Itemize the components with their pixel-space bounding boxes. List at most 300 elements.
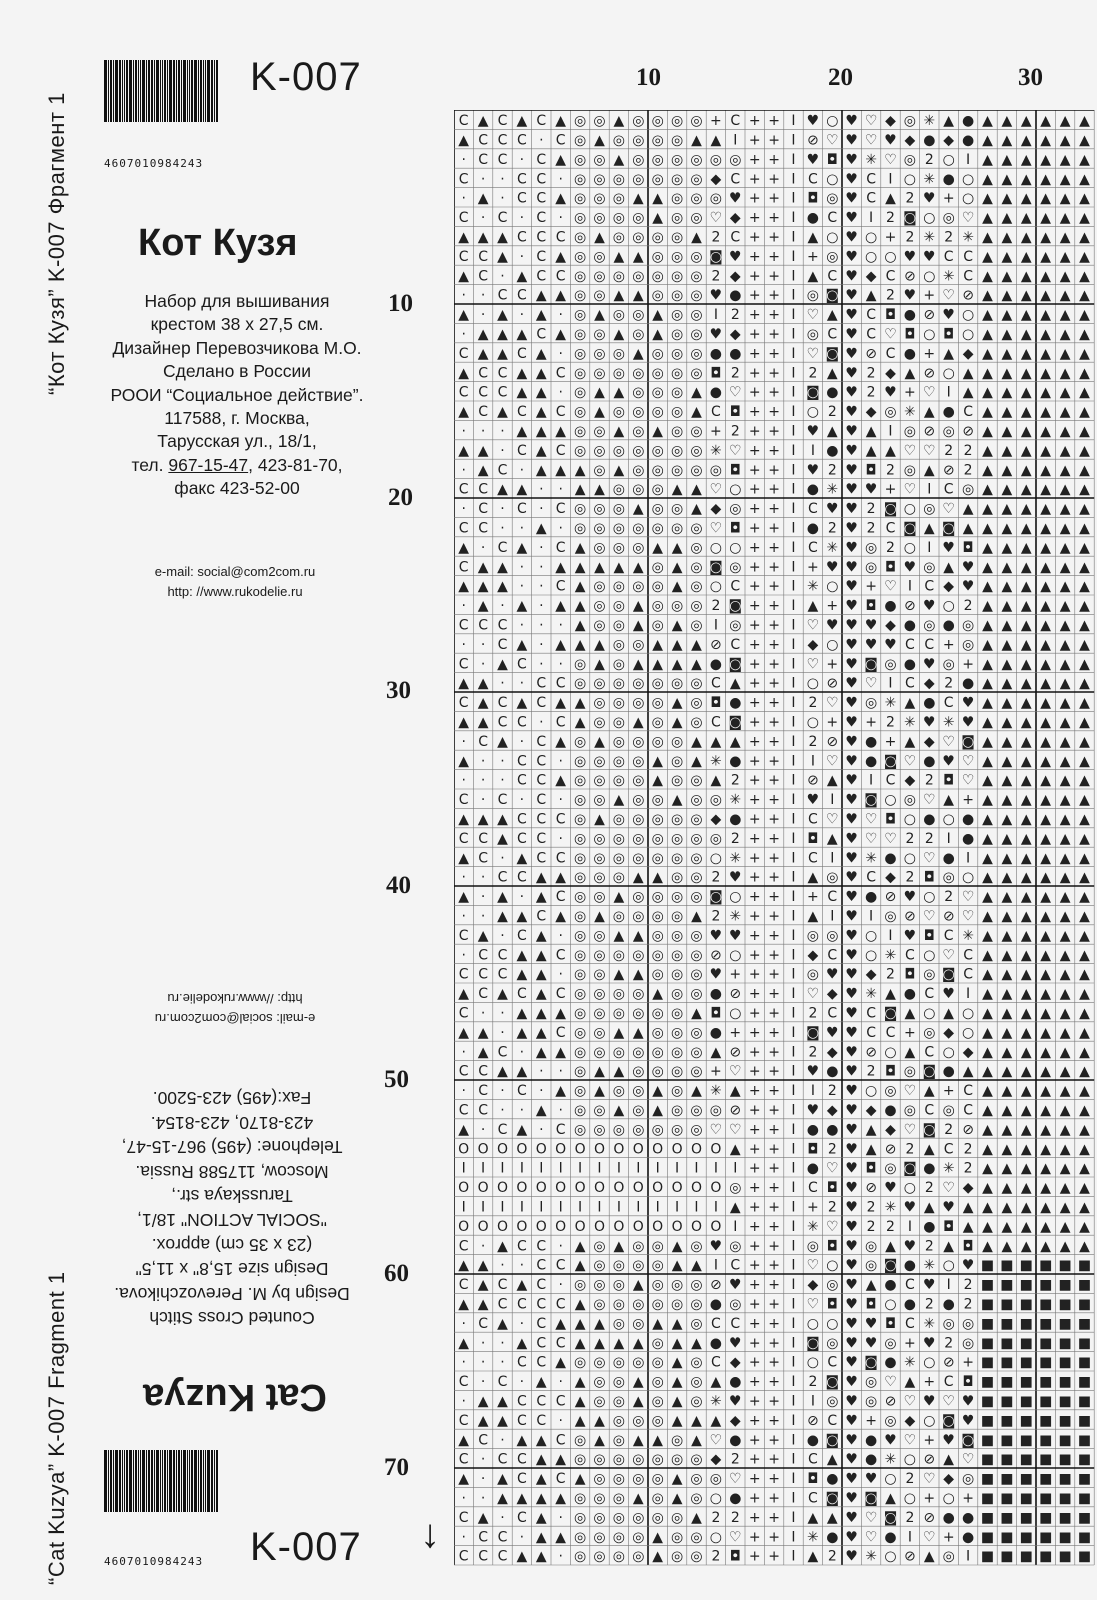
svg-text:·: · [500, 598, 505, 615]
svg-text:■: ■ [1058, 1451, 1072, 1468]
svg-text:I: I [733, 1218, 738, 1235]
svg-text:+: + [748, 714, 761, 731]
svg-text:O: O [710, 1218, 722, 1235]
svg-text:▲: ▲ [574, 559, 586, 576]
svg-text:▲: ▲ [982, 889, 993, 906]
svg-text:●: ● [864, 1432, 878, 1449]
svg-text:▲: ▲ [865, 423, 877, 440]
svg-text:♥: ♥ [845, 889, 858, 906]
svg-text:♥: ♥ [845, 520, 858, 537]
svg-text:▲: ▲ [632, 1374, 644, 1391]
svg-text:⊘: ⊘ [884, 889, 897, 906]
svg-text:♡: ♡ [942, 501, 955, 518]
svg-text:✳: ✳ [729, 850, 742, 867]
svg-text:2: 2 [963, 598, 973, 615]
svg-text:♥: ♥ [961, 1257, 975, 1274]
svg-text:+: + [768, 384, 780, 401]
svg-text:+: + [768, 559, 780, 576]
svg-text:♥: ♥ [845, 927, 858, 944]
svg-text:·: · [558, 307, 563, 324]
svg-text:+: + [768, 927, 780, 944]
svg-text:·: · [500, 1102, 505, 1119]
svg-text:◎: ◎ [632, 1354, 645, 1371]
svg-text:■: ■ [1039, 1296, 1053, 1313]
svg-text:○: ○ [961, 869, 975, 886]
svg-text:◎: ◎ [632, 229, 645, 246]
svg-text:▲: ▲ [962, 1199, 974, 1216]
svg-text:C: C [536, 792, 547, 809]
svg-text:▲: ▲ [1040, 113, 1052, 130]
svg-text:I: I [539, 1160, 544, 1177]
svg-text:▲: ▲ [1079, 986, 1090, 1003]
svg-text:◙: ◙ [922, 1121, 937, 1138]
svg-text:▲: ▲ [574, 1374, 586, 1391]
svg-text:▲: ▲ [497, 248, 508, 265]
svg-text:◎: ◎ [573, 307, 587, 324]
svg-text:C: C [555, 1024, 566, 1041]
svg-text:·: · [500, 1024, 505, 1041]
svg-text:◎: ◎ [612, 1432, 626, 1449]
svg-text:♥: ♥ [709, 966, 723, 983]
svg-text:O: O [555, 1218, 567, 1235]
svg-text:●: ● [961, 1529, 975, 1546]
svg-text:+: + [768, 190, 780, 207]
svg-text:◎: ◎ [690, 326, 703, 343]
svg-text:◎: ◎ [670, 345, 684, 362]
svg-text:◎: ◎ [670, 1083, 684, 1100]
svg-text:◘: ◘ [807, 830, 819, 847]
svg-text:·: · [519, 1044, 525, 1061]
svg-text:✳: ✳ [865, 986, 877, 1003]
svg-text:○: ○ [729, 889, 742, 906]
svg-text:◎: ◎ [593, 171, 606, 188]
svg-text:C: C [555, 986, 566, 1003]
svg-text:◎: ◎ [806, 326, 820, 343]
svg-text:+: + [768, 1374, 780, 1391]
svg-text:♥: ♥ [884, 1180, 897, 1197]
svg-text:▲: ▲ [458, 753, 470, 770]
svg-text:◎: ◎ [651, 481, 664, 498]
svg-text:●: ● [729, 753, 742, 770]
svg-text:◎: ◎ [612, 695, 626, 712]
svg-text:○: ○ [903, 501, 917, 518]
svg-text:▲: ▲ [652, 210, 664, 227]
svg-text:◎: ◎ [690, 423, 703, 440]
svg-text:I: I [791, 442, 796, 459]
svg-text:·: · [558, 792, 563, 809]
svg-text:C: C [497, 151, 508, 168]
svg-text:▲: ▲ [671, 714, 683, 731]
svg-text:▲: ▲ [497, 986, 508, 1003]
svg-text:▲: ▲ [1040, 1141, 1052, 1158]
svg-text:▲: ▲ [574, 617, 586, 634]
svg-text:·: · [539, 539, 544, 556]
svg-text:▲: ▲ [458, 850, 470, 867]
svg-text:▲: ▲ [497, 1412, 508, 1429]
svg-text:2: 2 [711, 1548, 721, 1565]
svg-text:▲: ▲ [477, 326, 489, 343]
svg-text:♥: ♥ [845, 1180, 858, 1197]
svg-text:◎: ◎ [573, 830, 587, 847]
svg-text:▲: ▲ [1020, 1083, 1032, 1100]
svg-text:◎: ◎ [573, 772, 587, 789]
svg-text:◎: ◎ [632, 1044, 645, 1061]
svg-text:◎: ◎ [690, 210, 703, 227]
svg-text:◆: ◆ [885, 1121, 896, 1138]
svg-text:I: I [791, 559, 796, 576]
svg-text:▲: ▲ [962, 501, 974, 518]
svg-text:◎: ◎ [651, 1354, 664, 1371]
svg-text:▲: ▲ [691, 481, 702, 498]
svg-text:◆: ◆ [943, 1024, 955, 1041]
svg-text:▲: ▲ [652, 326, 664, 343]
svg-text:+: + [768, 598, 780, 615]
svg-text:·: · [500, 520, 505, 537]
svg-text:I: I [791, 268, 796, 285]
svg-text:▲: ▲ [1040, 384, 1052, 401]
svg-text:C: C [924, 578, 935, 595]
svg-text:I: I [791, 927, 796, 944]
svg-text:▲: ▲ [865, 1121, 877, 1138]
svg-text:+: + [748, 1005, 761, 1022]
svg-text:⊘: ⊘ [923, 307, 936, 324]
svg-text:C: C [963, 404, 973, 421]
svg-text:▲: ▲ [1040, 248, 1052, 265]
svg-text:+: + [748, 113, 761, 130]
svg-text:I: I [791, 966, 796, 983]
svg-text:O: O [477, 1180, 489, 1197]
svg-text:◎: ◎ [670, 927, 684, 944]
svg-text:▲: ▲ [865, 1141, 877, 1158]
svg-text:◎: ◎ [612, 501, 626, 518]
svg-text:+: + [768, 287, 780, 304]
svg-text:+: + [768, 695, 780, 712]
svg-text:◎: ◎ [670, 113, 684, 130]
svg-text:♡: ♡ [806, 656, 820, 673]
svg-text:♡: ♡ [709, 1432, 723, 1449]
svg-text:▲: ▲ [671, 1374, 683, 1391]
svg-text:▲: ▲ [1001, 307, 1013, 324]
svg-text:■: ■ [1039, 1509, 1053, 1526]
svg-text:◎: ◎ [573, 753, 587, 770]
svg-text:♥: ♥ [806, 462, 820, 479]
svg-text:▲: ▲ [574, 1238, 586, 1255]
svg-text:◆: ◆ [885, 365, 896, 382]
svg-text:▲: ▲ [710, 132, 722, 149]
svg-text:◎: ◎ [961, 617, 975, 634]
svg-text:◘: ◘ [729, 462, 741, 479]
svg-text:●: ● [903, 1257, 917, 1274]
svg-text:●: ● [729, 811, 742, 828]
svg-text:▲: ▲ [652, 307, 664, 324]
svg-text:·: · [461, 1354, 466, 1371]
svg-text:+: + [748, 481, 761, 498]
svg-text:▲: ▲ [652, 1529, 664, 1546]
svg-text:2: 2 [711, 908, 721, 925]
svg-text:◆: ◆ [865, 404, 877, 421]
svg-text:■: ■ [1077, 1548, 1092, 1565]
svg-text:+: + [748, 656, 761, 673]
svg-text:C: C [866, 1005, 876, 1022]
svg-text:I: I [791, 1218, 796, 1235]
svg-text:♥: ♥ [903, 927, 917, 944]
svg-text:C: C [458, 481, 469, 498]
svg-text:▲: ▲ [691, 1335, 702, 1352]
svg-text:♥: ♥ [729, 190, 742, 207]
svg-text:2: 2 [808, 1005, 818, 1022]
svg-text:✳: ✳ [710, 1083, 722, 1100]
svg-text:+: + [748, 1160, 761, 1177]
svg-text:▲: ▲ [1040, 927, 1052, 944]
svg-text:▲: ▲ [904, 1374, 916, 1391]
svg-text:I: I [733, 132, 738, 149]
svg-text:◎: ◎ [593, 520, 606, 537]
svg-text:C: C [536, 1315, 547, 1332]
svg-text:◎: ◎ [651, 229, 664, 246]
svg-text:C: C [536, 695, 547, 712]
svg-text:◎: ◎ [690, 1296, 703, 1313]
svg-text:▲: ▲ [982, 850, 993, 867]
svg-text:✳: ✳ [923, 113, 936, 130]
svg-text:♥: ♥ [845, 1432, 858, 1449]
svg-text:▲: ▲ [1040, 132, 1052, 149]
svg-text:◎: ◎ [593, 714, 606, 731]
svg-text:+: + [748, 830, 761, 847]
svg-text:◙: ◙ [728, 714, 743, 731]
product-code-top: K-007 [250, 55, 362, 99]
svg-text:I: I [791, 404, 796, 421]
svg-text:◎: ◎ [670, 889, 684, 906]
svg-text:▲: ▲ [1079, 132, 1090, 149]
svg-text:C: C [478, 151, 488, 168]
svg-text:·: · [500, 171, 505, 188]
svg-text:○: ○ [806, 1354, 820, 1371]
svg-text:▲: ▲ [691, 733, 702, 750]
svg-text:♥: ♥ [845, 345, 858, 362]
svg-text:I: I [791, 1180, 796, 1197]
svg-text:◘: ◘ [962, 539, 974, 556]
svg-text:▲: ▲ [1020, 1044, 1032, 1061]
svg-text:I: I [791, 210, 796, 227]
svg-text:·: · [500, 501, 505, 518]
svg-text:▲: ▲ [1059, 345, 1071, 362]
svg-text:▲: ▲ [1001, 171, 1013, 188]
svg-text:◎: ◎ [651, 966, 664, 983]
svg-text:▲: ▲ [535, 462, 547, 479]
svg-text:◎: ◎ [670, 423, 684, 440]
svg-text:▲: ▲ [477, 927, 489, 944]
svg-text:▲: ▲ [1079, 850, 1090, 867]
svg-text:C: C [497, 1296, 508, 1313]
svg-text:◎: ◎ [651, 1393, 664, 1410]
svg-text:◎: ◎ [612, 132, 626, 149]
svg-text:◎: ◎ [690, 1102, 703, 1119]
svg-text:▲: ▲ [710, 733, 722, 750]
svg-text:▲: ▲ [807, 1509, 819, 1526]
svg-text:●: ● [709, 986, 723, 1003]
svg-text:◎: ◎ [573, 1548, 587, 1565]
svg-text:◙: ◙ [728, 656, 743, 673]
svg-text:▲: ▲ [1001, 326, 1013, 343]
svg-text:◎: ◎ [612, 1354, 626, 1371]
svg-text:I: I [500, 1160, 505, 1177]
svg-text:◎: ◎ [670, 287, 684, 304]
svg-text:▲: ▲ [1020, 889, 1032, 906]
svg-text:·: · [461, 287, 466, 304]
svg-text:▲: ▲ [982, 248, 993, 265]
svg-text:▲: ▲ [826, 1451, 838, 1468]
svg-text:+: + [748, 1083, 761, 1100]
svg-text:◙: ◙ [825, 1374, 840, 1391]
svg-text:C: C [555, 578, 566, 595]
svg-text:▲: ▲ [1079, 1063, 1090, 1080]
svg-text:◎: ◎ [864, 1374, 878, 1391]
svg-text:♡: ♡ [806, 1296, 820, 1313]
svg-text:▲: ▲ [1020, 1199, 1032, 1216]
svg-text:▲: ▲ [574, 1471, 586, 1488]
svg-text:◎: ◎ [593, 869, 606, 886]
svg-text:C: C [497, 947, 508, 964]
svg-text:◘: ◘ [943, 326, 955, 343]
svg-text:▲: ▲ [1059, 1083, 1071, 1100]
svg-text:▲: ▲ [477, 462, 489, 479]
svg-text:■: ■ [1058, 1277, 1072, 1294]
svg-text:■: ■ [1000, 1471, 1014, 1488]
svg-text:◘: ◘ [904, 966, 916, 983]
svg-text:◎: ◎ [593, 1257, 606, 1274]
svg-text:◎: ◎ [632, 268, 645, 285]
svg-text:C: C [555, 675, 566, 692]
svg-text:▲: ▲ [1001, 404, 1013, 421]
svg-text:♥: ♥ [845, 171, 858, 188]
svg-text:♡: ♡ [806, 307, 820, 324]
svg-text:✳: ✳ [962, 229, 974, 246]
svg-text:■: ■ [1000, 1374, 1014, 1391]
svg-text:▲: ▲ [555, 559, 567, 576]
svg-text:I: I [558, 1160, 563, 1177]
svg-text:▲: ▲ [574, 462, 586, 479]
svg-text:▲: ▲ [516, 966, 528, 983]
svg-text:C: C [711, 714, 721, 731]
svg-text:▲: ▲ [555, 869, 567, 886]
svg-text:○: ○ [942, 1257, 955, 1274]
svg-text:I: I [966, 986, 971, 1003]
svg-text:◎: ◎ [632, 404, 645, 421]
svg-text:▲: ▲ [613, 1024, 625, 1041]
svg-text:◎: ◎ [651, 404, 664, 421]
svg-text:▲: ▲ [477, 675, 489, 692]
svg-text:2: 2 [827, 1141, 837, 1158]
svg-text:◎: ◎ [690, 1063, 703, 1080]
svg-text:▲: ▲ [943, 1005, 955, 1022]
svg-text:+: + [748, 1451, 761, 1468]
svg-text:○: ○ [864, 248, 878, 265]
svg-text:I: I [791, 695, 796, 712]
svg-text:O: O [652, 1141, 664, 1158]
svg-text:♥: ♥ [806, 113, 820, 130]
svg-text:▲: ▲ [865, 442, 877, 459]
svg-text:■: ■ [1039, 1315, 1053, 1332]
svg-text:·: · [480, 307, 486, 324]
svg-text:C: C [808, 1451, 818, 1468]
svg-text:▲: ▲ [1079, 617, 1090, 634]
svg-text:♥: ♥ [845, 1005, 858, 1022]
svg-text:♥: ♥ [942, 986, 955, 1003]
svg-text:C: C [478, 132, 488, 149]
svg-text:◎: ◎ [651, 1277, 664, 1294]
svg-text:◘: ◘ [710, 1005, 722, 1022]
svg-text:◘: ◘ [807, 190, 819, 207]
svg-text:▲: ▲ [1059, 927, 1071, 944]
svg-text:+: + [748, 966, 761, 983]
svg-text:▲: ▲ [652, 772, 664, 789]
svg-text:♡: ♡ [826, 695, 839, 712]
svg-text:▲: ▲ [535, 1024, 547, 1041]
svg-text:I: I [791, 132, 796, 149]
svg-text:▲: ▲ [535, 927, 547, 944]
svg-text:I: I [791, 792, 796, 809]
svg-text:+: + [748, 578, 761, 595]
svg-text:■: ■ [1000, 1548, 1014, 1565]
svg-text:C: C [555, 132, 566, 149]
svg-text:◎: ◎ [632, 1083, 645, 1100]
contacts-russian [105, 562, 365, 602]
svg-text:+: + [923, 345, 936, 362]
svg-text:·: · [500, 753, 505, 770]
svg-text:♥: ♥ [923, 714, 936, 731]
svg-text:▲: ▲ [652, 539, 664, 556]
svg-text:▲: ▲ [574, 636, 586, 653]
svg-text:■: ■ [1039, 1529, 1053, 1546]
svg-text:▲: ▲ [982, 268, 993, 285]
svg-text:◎: ◎ [651, 520, 664, 537]
svg-text:●: ● [884, 1102, 897, 1119]
svg-text:·: · [558, 830, 563, 847]
svg-text:C: C [827, 1412, 838, 1429]
svg-text:⊘: ⊘ [904, 268, 916, 285]
svg-text:+: + [768, 1354, 780, 1371]
svg-text:·: · [461, 733, 466, 750]
svg-text:◎: ◎ [690, 268, 703, 285]
svg-text:C: C [478, 501, 488, 518]
svg-text:▲: ▲ [1001, 1180, 1013, 1197]
svg-text:○: ○ [709, 850, 723, 867]
svg-text:I: I [791, 1315, 796, 1332]
svg-text:▲: ▲ [671, 695, 683, 712]
svg-text:◎: ◎ [651, 151, 664, 168]
svg-text:◎: ◎ [690, 307, 703, 324]
svg-text:●: ● [923, 1218, 936, 1235]
svg-text:✳: ✳ [710, 442, 722, 459]
svg-text:2: 2 [905, 190, 915, 207]
svg-text:■: ■ [1058, 1257, 1072, 1274]
svg-text:✳: ✳ [942, 714, 955, 731]
svg-text:+: + [748, 889, 761, 906]
svg-text:♡: ♡ [826, 132, 839, 149]
svg-text:▲: ▲ [1079, 248, 1090, 265]
svg-text:▲: ▲ [982, 423, 993, 440]
svg-text:▲: ▲ [555, 598, 567, 615]
svg-text:+: + [748, 986, 761, 1003]
svg-text:·: · [519, 520, 525, 537]
svg-text:♡: ♡ [923, 384, 936, 401]
svg-text:·: · [519, 792, 525, 809]
svg-text:▲: ▲ [1020, 908, 1032, 925]
svg-text:◎: ◎ [593, 1374, 606, 1391]
svg-text:◎: ◎ [923, 1024, 936, 1041]
svg-text:◎: ◎ [573, 966, 587, 983]
svg-text:◎: ◎ [864, 1393, 878, 1410]
